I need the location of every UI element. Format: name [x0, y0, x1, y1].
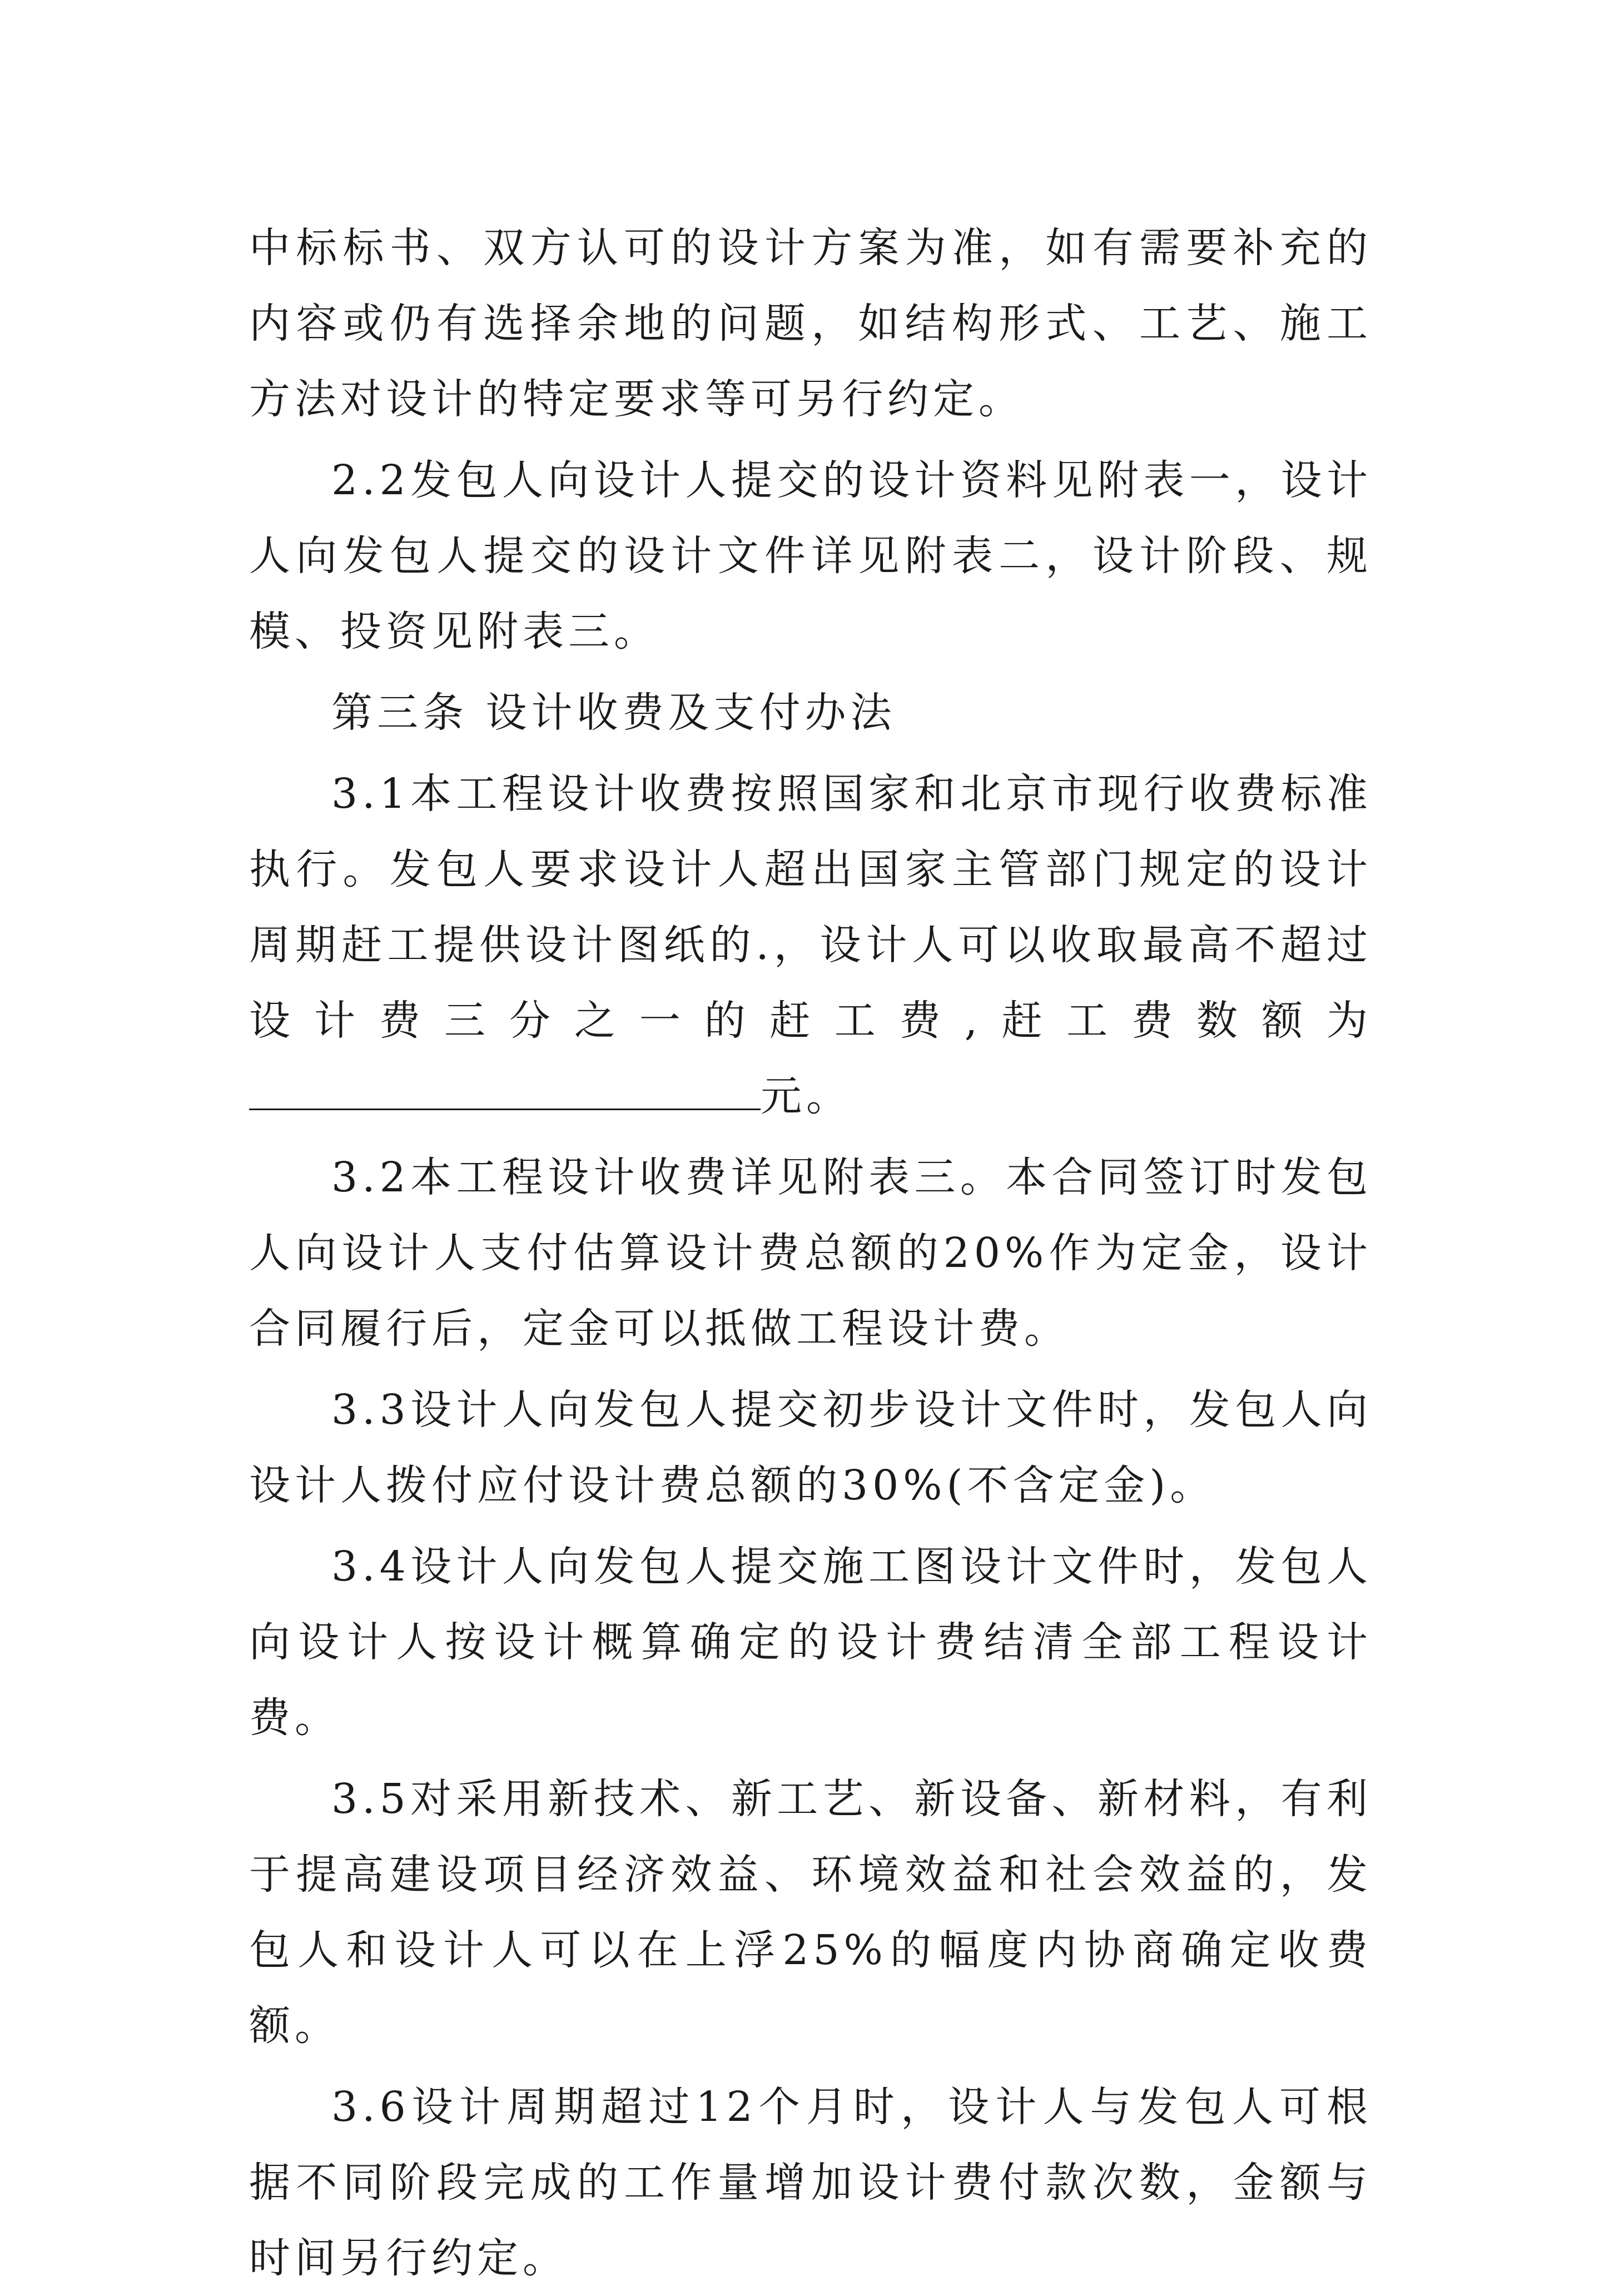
paragraph-3-5: 3.5对采用新技术、新工艺、新设备、新材料，有利于提高建设项目经济效益、环境效益和社会效益的，发包人和设计人可以在上浮25%的幅度内协商确定收费额。: [249, 1775, 1372, 2050]
fee-amount-blank: [249, 1075, 761, 1110]
paragraph-3-1-text: 3.1本工程设计收费按照国家和北京市现行收费标准执行。发包人要求设计人超出国家主管部门规定的设计周期赶工提供设计图纸的.，设计人可以收取最高不超过设计费三分之一的赶工费,赶工费数额为: [249, 770, 1372, 1045]
paragraph-3-2: 3.2本工程设计收费详见附表三。本合同签订时发包人向设计人支付估算设计费总额的20%作为定金，设计合同履行后，定金可以抵做工程设计费。: [249, 1154, 1372, 1353]
paragraph-continuation: 中标标书、双方认可的设计方案为准，如有需要补充的内容或仍有选择余地的问题，如结构形式、工艺、施工方法对设计的特定要求等可另行约定。: [249, 224, 1372, 423]
paragraph-3-4: 3.4设计人向发包人提交施工图设计文件时，发包人向设计人按设计概算确定的设计费结清全部工程设计费。: [249, 1543, 1372, 1742]
document-page: [249, 210, 1372, 2296]
article-3-heading: 第三条 设计收费及支付办法: [331, 689, 896, 737]
paragraph-3-1: [249, 756, 1372, 1134]
paragraph-2-2: 2.2发包人向设计人提交的设计资料见附表一，设计人向发包人提交的设计文件详见附表二，设计阶段、规模、投资见附表三。: [249, 456, 1372, 655]
paragraph-3-6: 3.6设计周期超过12个月时，设计人与发包人可根据不同阶段完成的工作量增加设计费付款次数，金额与时间另行约定。: [249, 2083, 1372, 2282]
paragraph-3-1-unit: 元。: [761, 1072, 852, 1120]
paragraph-3-3: 3.3设计人向发包人提交初步设计文件时，发包人向设计人拨付应付设计费总额的30%(不含定金)。: [249, 1386, 1372, 1509]
